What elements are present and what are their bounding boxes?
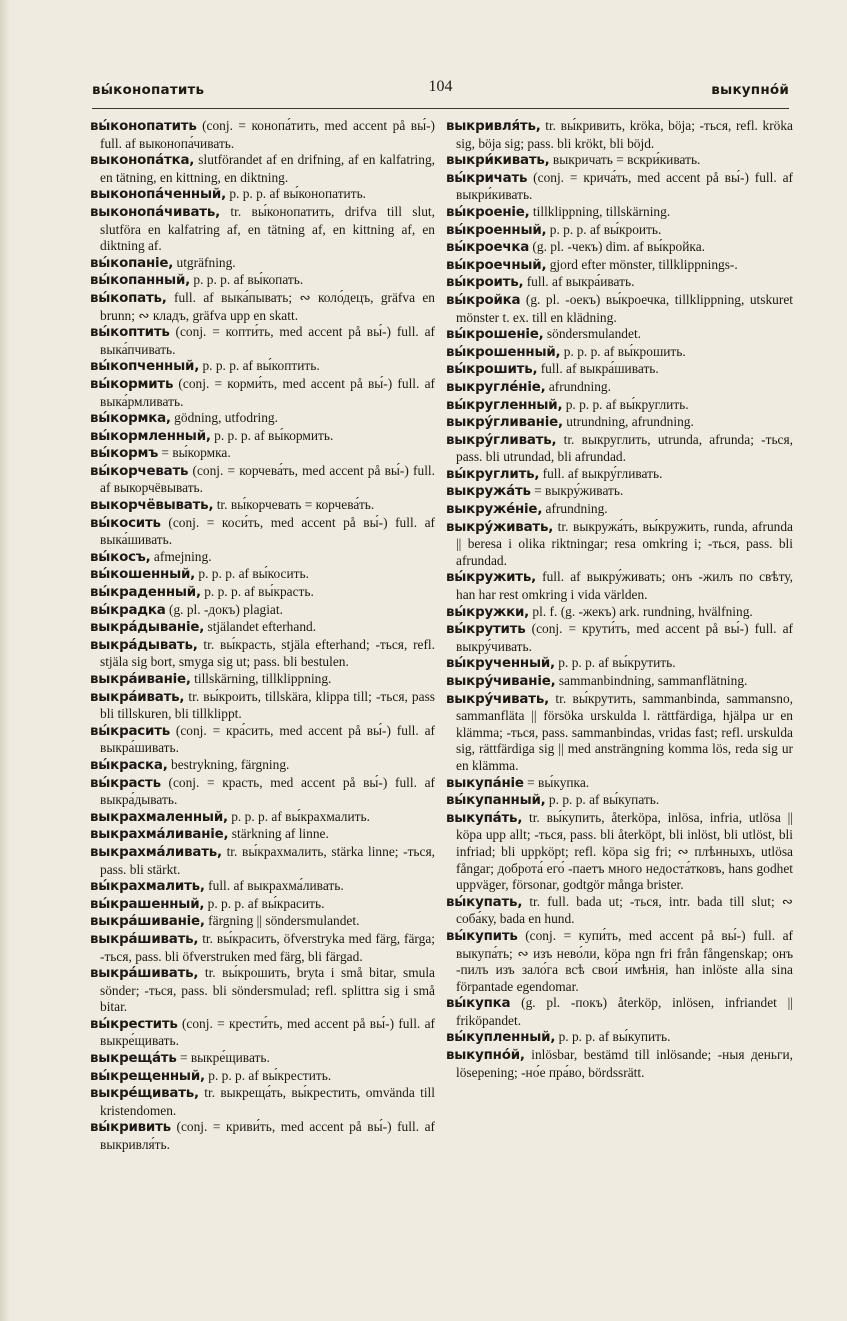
- entry-headword: выкрахма́ливать,: [90, 844, 222, 860]
- dictionary-entry: [446, 326, 793, 344]
- dictionary-entry: [90, 1068, 435, 1086]
- dictionary-entry: [446, 1047, 793, 1081]
- entry-definition: tr. выкружа́ть, вы́кружить, runda, afrunda || beresa i olika riktningar; resa omkring i; -ться, pass. bli afrundad.: [456, 518, 793, 568]
- entry-definition: bestrykning, färgning.: [167, 756, 290, 772]
- dictionary-entry: [90, 463, 435, 497]
- entry-definition: p. p. p. af вы́круглить.: [562, 396, 689, 412]
- entry-definition: tr. вы́конопатить, drifva till slut, slutföra en kalfatring af, en tätning af, en kittning af, en diktning af.: [100, 203, 435, 254]
- dictionary-entry: [90, 723, 435, 757]
- entry-headword: вы́крестить: [90, 1016, 178, 1032]
- right-column: [446, 118, 793, 1081]
- dictionary-entry: [446, 691, 793, 775]
- entry-definition: p. p. p. af вы́конопатить.: [225, 186, 367, 202]
- entry-headword: выкру́живать,: [446, 519, 554, 535]
- entry-headword: вы́коптить: [90, 325, 170, 341]
- entry-headword: вы́косить: [90, 515, 161, 531]
- dictionary-entry: [446, 170, 793, 204]
- entry-definition: inlösbar, bestämd till inlösande; -ныя деньги, lösepening; -но́е пра́во, bördssrätt.: [456, 1047, 793, 1080]
- right-running-headword: выкупно́й: [711, 82, 789, 98]
- entry-definition: p. p. p. af вы́крошить.: [560, 343, 686, 359]
- entry-definition: p. p. p. af вы́кормить.: [210, 427, 334, 443]
- entry-headword: вы́кошенный,: [90, 567, 196, 583]
- entry-headword: вы́кривить: [90, 1120, 171, 1136]
- dictionary-entry: [90, 775, 435, 809]
- dictionary-entry: [90, 584, 435, 602]
- dictionary-entry: [446, 222, 793, 240]
- entry-headword: выкра́ивать,: [90, 689, 185, 705]
- entry-definition: (conj. = криви́ть, med accent på вы́-) full. af выкривля́ть.: [100, 1119, 435, 1153]
- entry-definition: (conj. = крути́ть, med accent på вы́-) full. af выкру́чивать.: [456, 621, 793, 654]
- dictionary-entry: [90, 324, 435, 358]
- page-header: [92, 78, 789, 109]
- entry-headword: вы́круглить,: [446, 466, 540, 482]
- entry-headword: выкрахма́ливаніе,: [90, 827, 229, 843]
- dictionary-entry: [90, 913, 435, 931]
- dictionary-entry: [90, 358, 435, 376]
- entry-definition: p. p. p. af вы́коптить.: [199, 358, 320, 374]
- entry-headword: вы́копать,: [90, 290, 167, 306]
- dictionary-entry: [90, 965, 435, 1016]
- entry-headword: выкруже́ніе,: [446, 502, 543, 518]
- entry-headword: выкру́чиваніе,: [446, 674, 556, 689]
- entry-definition: = выкру́живать.: [530, 483, 624, 499]
- entry-definition: (conj. = красть, med accent på вы́-) full. af выкра́дывать.: [100, 774, 435, 808]
- entry-definition: (conj. = конопа́тить, med accent på вы́-) full. af выконопа́чивать.: [100, 118, 435, 151]
- dictionary-entry: [90, 152, 435, 186]
- entry-headword: вы́купленный,: [446, 1030, 556, 1046]
- entry-definition: stärkning af linne.: [228, 826, 329, 842]
- entry-headword: вы́крошить,: [446, 362, 538, 378]
- entry-definition: (g. pl. -чекъ) dim. af вы́кройка.: [529, 239, 705, 255]
- dictionary-entry: [90, 1085, 435, 1119]
- entry-headword: вы́крашенный,: [90, 896, 205, 912]
- entry-headword: выкружа́ть: [446, 484, 531, 500]
- dictionary-entry: [446, 621, 793, 655]
- entry-headword: вы́крученный,: [446, 656, 555, 672]
- entry-headword: вы́кормить: [90, 376, 174, 392]
- entry-definition: (conj. = корми́ть, med accent på вы́-) full. af выка́рмливать.: [100, 375, 435, 409]
- entry-headword: вы́краска,: [90, 757, 168, 773]
- dictionary-entry: [90, 757, 435, 775]
- entry-headword: выкупа́ть,: [446, 810, 523, 826]
- page-edge-shadow: [0, 0, 10, 1321]
- entry-definition: tr. вы́кроить, tillskära, klippa till; -ться, pass bli tillskuren, bli tillklippt.: [100, 688, 435, 722]
- entry-definition: = вы́купка.: [523, 774, 590, 790]
- entry-definition: tr. вы́красть, stjäla efterhand; -ться, refl. stjäla sig bort, smyga sig ut; pass. bli bestulen.: [100, 636, 435, 670]
- dictionary-entry: [90, 445, 435, 463]
- dictionary-entry: [90, 410, 435, 428]
- dictionary-entry: [446, 928, 793, 995]
- entry-headword: вы́кроечка: [446, 240, 530, 256]
- dictionary-entry: [90, 428, 435, 446]
- entry-definition: tr. вы́кривить, kröka, böja; -ться, refl. kröka sig, böja sig; pass. bli krökt, bli böjd.: [456, 118, 793, 151]
- entry-headword: вы́кроить,: [446, 275, 524, 291]
- entry-definition: p. p. p. af вы́кроить.: [546, 221, 662, 237]
- dictionary-entry: [446, 894, 793, 928]
- dictionary-entry: [90, 896, 435, 914]
- entry-headword: выкри́кивать,: [446, 153, 550, 169]
- entry-headword: выконопа́тка,: [90, 153, 195, 169]
- entry-headword: вы́копанный,: [90, 273, 191, 289]
- dictionary-entry: [446, 519, 793, 570]
- entry-definition: sammanbindning, sammanflätning.: [555, 673, 748, 688]
- dictionary-entry: [446, 239, 793, 257]
- entry-definition: tr. вы́красить, öfverstryka med färg, färga; -ться, pass. bli öfverstruken med färg, bli färgad.: [100, 930, 435, 964]
- dictionary-entry: [90, 844, 435, 878]
- entry-definition: (conj. = копти́ть, med accent på вы́-) full. af выка́пчивать.: [100, 324, 435, 357]
- entry-definition: tr. вы́крутить, sammanbinda, sammansno, sammanfläta || försöka urskulda l. rättfärdiga, hjälpa ur en klämma; -ться, pass. sammanbindas, vridas fast; refl. urskulda sig, rättfärdiga sig || med ansträngning komma lös, reda sig ur en klämma.: [456, 690, 793, 773]
- entry-definition: (conj. = купи́ть, med accent på вы́-) full. af выкупа́ть; ∾ изъ нево́ли, köpa ngn fri från fångenskap; онъ -пилъ изъ зало́га всѣ свои́ имѣнія, han inlöste alla sina förpantade egendomar.: [456, 927, 793, 994]
- dictionary-entry: [90, 515, 435, 549]
- dictionary-entry: [90, 376, 435, 410]
- entry-definition: (conj. = коси́ть, med accent på вы́-) full. af выка́шивать.: [100, 514, 435, 548]
- entry-headword: вы́кормленный,: [90, 428, 211, 444]
- entry-headword: выкра́шиваніе,: [90, 914, 205, 930]
- entry-headword: выкра́шивать,: [90, 931, 199, 947]
- left-running-headword: вы́конопатить: [92, 82, 205, 98]
- entry-headword: выкра́дывать,: [90, 637, 198, 653]
- entry-headword: вы́конопатить: [90, 119, 197, 134]
- dictionary-entry: [446, 432, 793, 466]
- entry-headword: выкру́гливать,: [446, 432, 557, 448]
- entry-definition: tr. вы́корчевать = корчева́ть.: [213, 497, 375, 513]
- entry-headword: вы́купанный,: [446, 793, 546, 809]
- entry-definition: p. p. p. af вы́купать.: [545, 792, 660, 808]
- entry-headword: выкре́щивать,: [90, 1086, 199, 1102]
- entry-headword: вы́краденный,: [90, 585, 201, 601]
- entry-headword: вы́кpадка: [90, 602, 166, 618]
- dictionary-entry: [446, 1029, 793, 1047]
- entry-definition: färgning || söndersmulandet.: [204, 913, 360, 929]
- entry-headword: вы́крошеніе,: [446, 327, 544, 343]
- entry-headword: выкругле́ніе,: [446, 379, 546, 395]
- entry-definition: stjälandet efterhand.: [204, 619, 317, 635]
- entry-headword: вы́красить: [90, 723, 171, 739]
- entry-definition: full. af выкра́шивать.: [537, 361, 659, 377]
- dictionary-entry: [90, 497, 435, 515]
- dictionary-entry: [90, 118, 435, 152]
- entry-headword: вы́крахмалить,: [90, 879, 205, 895]
- entry-definition: = вы́кормка.: [158, 445, 231, 461]
- entry-definition: (g. pl. -покъ) återköp, inlösen, infriandet || friköpandet.: [456, 995, 793, 1028]
- dictionary-entry: [446, 569, 793, 603]
- dictionary-entry: [90, 619, 435, 637]
- entry-headword: вы́косъ,: [90, 549, 151, 565]
- dictionary-entry: [446, 204, 793, 222]
- entry-definition: utrundning, afrundning.: [562, 414, 694, 430]
- entry-definition: (conj. = кра́сить, med accent på вы́-) full. af выкра́шивать.: [100, 722, 435, 756]
- entry-definition: full. af выкру́гливать.: [539, 465, 663, 481]
- dictionary-entry: [446, 397, 793, 415]
- dictionary-entry: [90, 931, 435, 965]
- dictionary-entry: [90, 255, 435, 273]
- entry-definition: full. af выкру́живать; онъ -жилъ по свѣту, han har rest omkring i vida världen.: [456, 569, 793, 603]
- dictionary-entry: [446, 501, 793, 519]
- left-column: [90, 118, 435, 1154]
- entry-headword: выконопа́чивать,: [90, 204, 221, 220]
- entry-definition: p. p. p. af вы́красить.: [204, 895, 325, 911]
- entry-headword: вы́красть: [90, 775, 161, 791]
- dictionary-entry: [90, 689, 435, 723]
- dictionary-entry: [446, 152, 793, 170]
- dictionary-entry: [446, 792, 793, 810]
- dictionary-entry: [446, 775, 793, 793]
- entry-definition: (conj. = корчева́ть, med accent på вы́-) full. af выкорчёвывать.: [100, 462, 435, 496]
- dictionary-entry: [90, 204, 435, 255]
- entry-headword: выкорчёвывать,: [90, 498, 214, 514]
- entry-headword: вы́крутить: [446, 622, 526, 638]
- entry-definition: tillskärning, tillklippning.: [190, 671, 332, 686]
- entry-definition: tr. вы́крошить, bryta i små bitar, smula sönder; -ться, pass. bli söndersmulad; refl. splittra sig i små bitar.: [100, 965, 435, 1015]
- entry-headword: вы́кружки,: [446, 604, 530, 620]
- entry-headword: выкра́иваніе,: [90, 672, 191, 687]
- entry-definition: (conj. = крести́ть, med accent på вы́-) full. af выкре́щивать.: [100, 1015, 435, 1049]
- dictionary-entry: [90, 1119, 435, 1153]
- entry-headword: выконопа́ченный,: [90, 187, 226, 203]
- dictionary-entry: [90, 602, 435, 620]
- entry-definition: p. p. p. af вы́красть.: [200, 584, 314, 600]
- dictionary-entry: [90, 1016, 435, 1050]
- dictionary-entry: [90, 671, 435, 689]
- entry-definition: p. p. p. af вы́купить.: [555, 1029, 671, 1045]
- entry-definition: = выкре́щивать.: [176, 1050, 270, 1066]
- entry-definition: выкричать = вскри́кивать.: [549, 152, 701, 168]
- entry-definition: söndersmulandet.: [543, 326, 642, 342]
- entry-definition: tr. full. bada ut; -ться, intr. bada till slut; ∾ соба́ку, bada en hund.: [456, 893, 793, 927]
- entry-headword: вы́купить: [446, 928, 518, 944]
- entry-headword: выкупа́ніе: [446, 775, 524, 791]
- entry-definition: utgräfning.: [173, 254, 236, 270]
- entry-headword: вы́крещенный,: [90, 1068, 205, 1084]
- entry-definition: p. p. p. af вы́крестить.: [204, 1067, 332, 1083]
- entry-definition: tr. вы́купить, återköpa, inlösa, infria, utlösa || köpa upp allt; -ться, pass. bli återköpt, bli inlöst, bli utlöst, bli infriad; bli uppköpt; refl. köpa sig fri; ∾ плѣнныхъ, utlösa fångar; доброта́ его́ -паетъ много недоста́тковъ, hans godhet uppväger, försonar, godtgör många brister.: [456, 809, 793, 893]
- dictionary-entry: [90, 826, 435, 844]
- entry-headword: вы́кругленный,: [446, 397, 563, 413]
- dictionary-entry: [90, 566, 435, 584]
- entry-headword: вы́кормъ: [90, 446, 159, 462]
- dictionary-entry: [446, 257, 793, 275]
- dictionary-entry: [90, 186, 435, 204]
- dictionary-entry: [446, 274, 793, 292]
- entry-definition: tr. выкруглить, utrunda, afrunda; -ться, pass. bli utrundad, bli afrundad.: [456, 431, 793, 465]
- entry-definition: afmejning.: [150, 548, 212, 564]
- entry-headword: вы́купка: [446, 996, 511, 1012]
- dictionary-entry: [446, 379, 793, 397]
- dictionary-entry: [90, 637, 435, 671]
- dictionary-entry: [446, 414, 793, 432]
- entry-headword: вы́корчевать: [90, 463, 189, 479]
- entry-definition: slutförandet af en drifning, af en kalfatring, en tätning, en kittning, en diktning.: [100, 152, 435, 185]
- dictionary-entry: [446, 810, 793, 894]
- entry-headword: вы́крошенный,: [446, 344, 561, 360]
- entry-definition: afrundning.: [542, 501, 608, 517]
- entry-headword: вы́купать,: [446, 894, 523, 910]
- entry-definition: full. af выкрахма́ливать.: [204, 878, 344, 894]
- entry-headword: вы́кроеніе,: [446, 204, 530, 220]
- dictionary-entry: [90, 272, 435, 290]
- entry-definition: (g. pl. -оекъ) вы́кроечка, tillklippning, utskuret mönster t. ex. till en klädning.: [456, 291, 793, 325]
- entry-definition: tr. вы́крахмалить, stärka linne; -ться, pass. bli stärkt.: [100, 843, 435, 877]
- entry-headword: выкреща́ть: [90, 1051, 177, 1067]
- dictionary-entry: [446, 361, 793, 379]
- dictionary-entry: [90, 549, 435, 567]
- dictionary-entry: [446, 466, 793, 484]
- entry-definition: p. p. p. af вы́крахмалить.: [227, 808, 370, 824]
- entry-definition: afrundning.: [545, 378, 611, 394]
- entry-headword: вы́копаніе,: [90, 255, 174, 271]
- entry-headword: вы́копченный,: [90, 359, 200, 375]
- dictionary-entry: [446, 673, 793, 691]
- entry-headword: вы́кройка: [446, 292, 521, 308]
- entry-headword: выкру́гливаніе,: [446, 415, 563, 431]
- entry-headword: вы́кружить,: [446, 570, 537, 586]
- dictionary-entry: [446, 604, 793, 622]
- entry-definition: p. p. p. af вы́копать.: [190, 272, 304, 288]
- dictionary-entry: [446, 344, 793, 362]
- dictionary-entry: [90, 878, 435, 896]
- dictionary-entry: [90, 809, 435, 827]
- entry-definition: pl. f. (g. -жекъ) ark. rundning, hvälfning.: [529, 603, 753, 619]
- dictionary-entry: [446, 655, 793, 673]
- entry-definition: full. af выкра́ивать.: [523, 274, 635, 290]
- entry-definition: tr. выкреща́ть, вы́крестить, omvända till kristendomen.: [100, 1085, 435, 1118]
- entry-definition: gjord efter mönster, tillklippnings-.: [546, 256, 738, 272]
- entry-definition: p. p. p. af вы́косить.: [195, 566, 309, 582]
- entry-definition: full. af выка́пывать; ∾ коло́децъ, gräfva en brunn; ∾ кладъ, gräfva upp en skatt.: [100, 289, 435, 323]
- entry-definition: gödning, utfodring.: [170, 410, 278, 426]
- dictionary-entry: [446, 995, 793, 1029]
- dictionary-entry: [90, 290, 435, 324]
- entry-headword: вы́кричать: [446, 170, 528, 186]
- entry-definition: (g. pl. -докъ) plagiat.: [165, 601, 283, 617]
- entry-definition: tillklippning, tillskärning.: [529, 203, 671, 219]
- entry-headword: выкра́дываніе,: [90, 620, 205, 636]
- entry-headword: выкра́шивать,: [90, 966, 199, 982]
- entry-headword: выкрахмаленный,: [90, 809, 228, 825]
- page-number: 104: [428, 78, 453, 95]
- entry-headword: вы́кроечный,: [446, 257, 547, 273]
- entry-headword: вы́кроенный,: [446, 222, 547, 238]
- entry-headword: вы́кормка,: [90, 411, 171, 427]
- dictionary-entry: [446, 483, 793, 501]
- dictionary-entry: [90, 1050, 435, 1068]
- entry-definition: (conj. = крича́ть, med accent på вы́-) full. af выкри́кивать.: [456, 169, 793, 203]
- entry-headword: выкривля́ть,: [446, 119, 541, 134]
- dictionary-entry: [446, 118, 793, 152]
- dictionary-entry: [446, 292, 793, 326]
- entry-definition: p. p. p. af вы́крутить.: [554, 655, 676, 671]
- entry-headword: выкру́чивать,: [446, 691, 549, 707]
- entry-headword: выкупно́й,: [446, 1048, 525, 1064]
